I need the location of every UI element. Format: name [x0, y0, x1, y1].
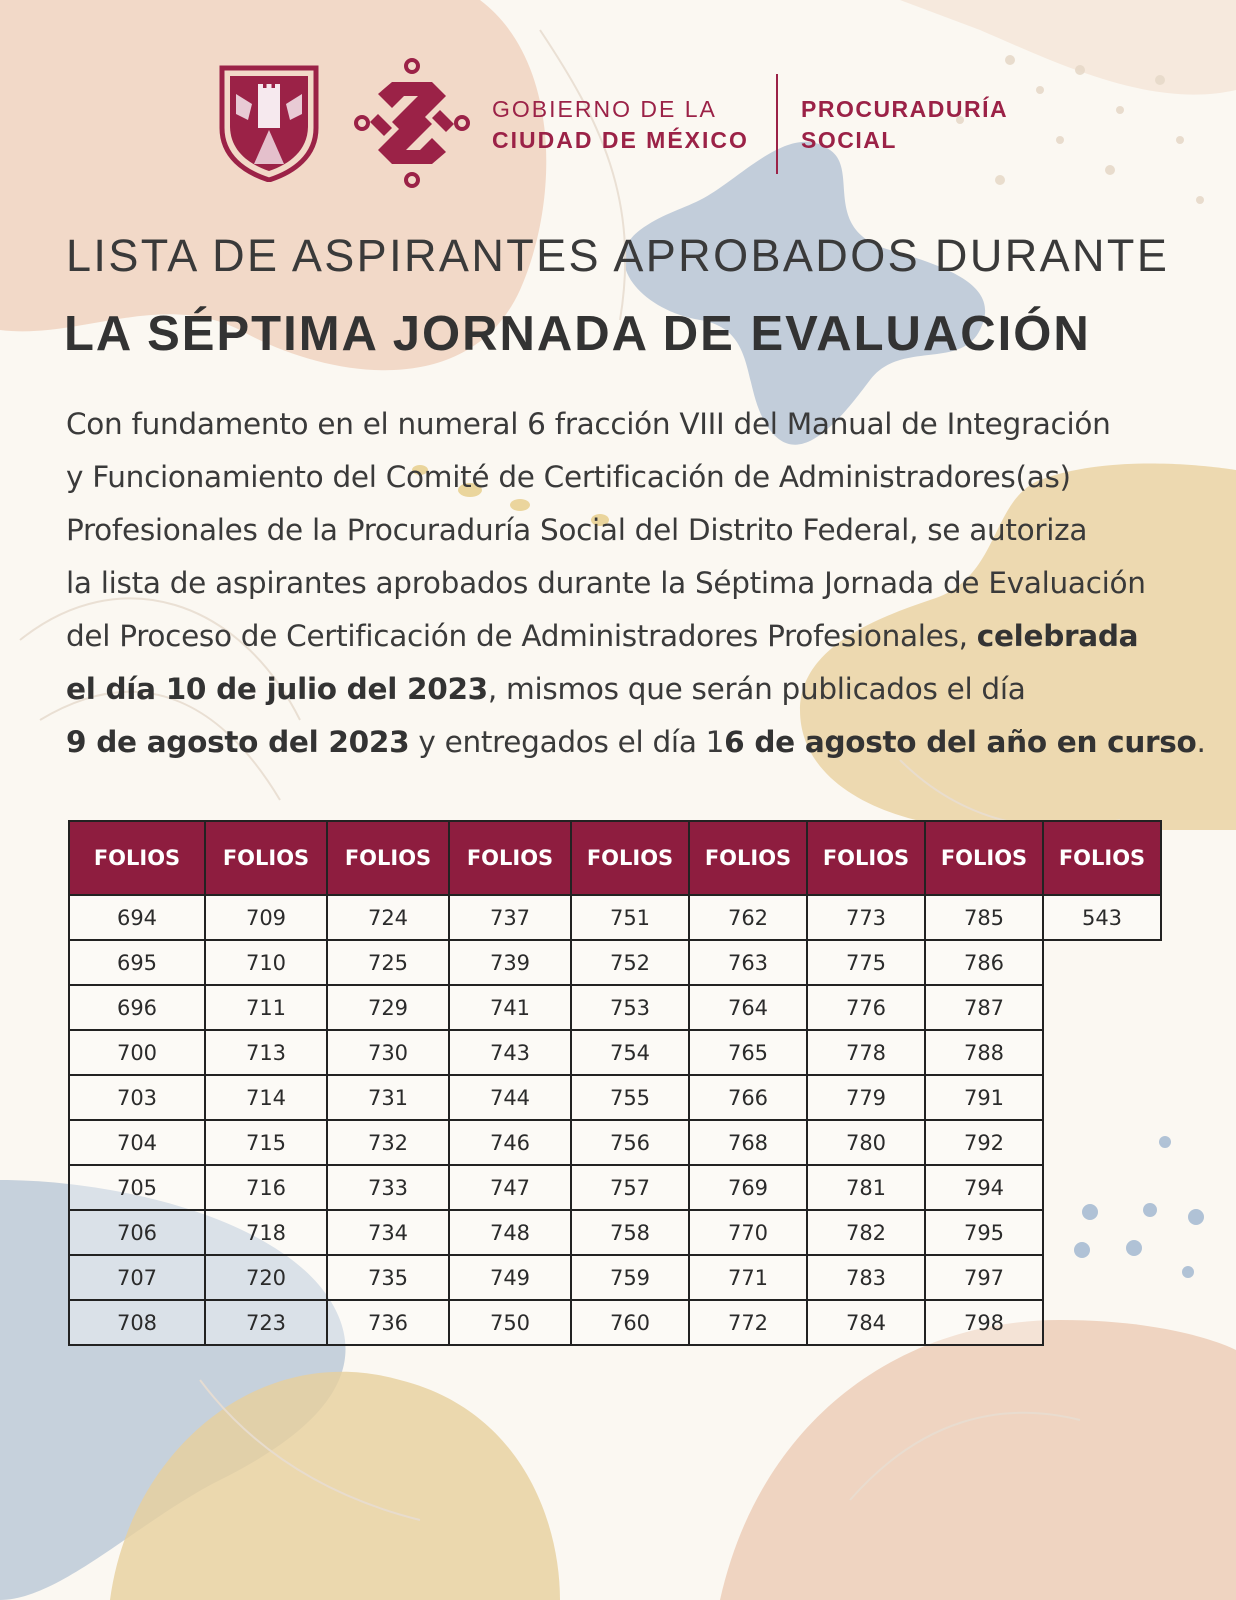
column-header: FOLIOS	[205, 821, 327, 895]
intro-line-6	[66, 663, 1196, 716]
intro-line-7-end: .	[1196, 725, 1206, 759]
folio-cell: 771	[689, 1255, 807, 1300]
table-row	[69, 895, 1161, 940]
folio-cell: 705	[69, 1165, 205, 1210]
intro-line-7-bold-a: 9 de agosto del 2023	[66, 725, 410, 759]
folio-cell: 764	[689, 985, 807, 1030]
folio-cell: 755	[571, 1075, 689, 1120]
folio-cell: 766	[689, 1075, 807, 1120]
folio-cell: 782	[807, 1210, 925, 1255]
folio-cell: 770	[689, 1210, 807, 1255]
folio-cell: 763	[689, 940, 807, 985]
folio-cell: 725	[327, 940, 449, 985]
folio-cell: 703	[69, 1075, 205, 1120]
intro-line-4: la lista de aspirantes aprobados durante la Séptima Jornada de Evaluación	[66, 566, 1146, 600]
folio-cell: 751	[571, 895, 689, 940]
folio-cell: 750	[449, 1300, 571, 1345]
intro-line-1: Con fundamento en el numeral 6 fracción VIII del Manual de Integración	[66, 407, 1111, 441]
folio-cell: 757	[571, 1165, 689, 1210]
folio-cell: 739	[449, 940, 571, 985]
folio-cell: 741	[449, 985, 571, 1030]
folio-cell: 753	[571, 985, 689, 1030]
folio-cell: 730	[327, 1030, 449, 1075]
folio-cell: 737	[449, 895, 571, 940]
folio-cell: 543	[1043, 895, 1161, 940]
empty-cell	[1043, 1030, 1161, 1075]
folio-cell: 780	[807, 1120, 925, 1165]
title-line2: LA SÉPTIMA JORNADA DE EVALUACIÓN	[64, 307, 1091, 361]
intro-paragraph	[66, 398, 1206, 769]
empty-cell	[1043, 1210, 1161, 1255]
folio-cell: 756	[571, 1120, 689, 1165]
column-header: FOLIOS	[689, 821, 807, 895]
table-row	[69, 1120, 1161, 1165]
folio-cell: 747	[449, 1165, 571, 1210]
intro-line-7	[66, 716, 1206, 769]
empty-cell	[1043, 1120, 1161, 1165]
folio-cell: 732	[327, 1120, 449, 1165]
folio-cell: 752	[571, 940, 689, 985]
table-row	[69, 1210, 1161, 1255]
folio-cell: 797	[925, 1255, 1043, 1300]
folio-cell: 695	[69, 940, 205, 985]
folio-cell: 716	[205, 1165, 327, 1210]
folio-cell: 749	[449, 1255, 571, 1300]
folio-cell: 709	[205, 895, 327, 940]
table-row	[69, 1165, 1161, 1210]
column-header: FOLIOS	[1043, 821, 1161, 895]
table-row	[69, 985, 1161, 1030]
folio-cell: 715	[205, 1120, 327, 1165]
government-name	[492, 94, 749, 156]
folios-table	[68, 820, 1162, 1346]
folio-cell: 718	[205, 1210, 327, 1255]
intro-line-5	[66, 610, 1196, 663]
folio-cell: 778	[807, 1030, 925, 1075]
folio-cell: 724	[327, 895, 449, 940]
intro-line-5-bold: celebrada	[976, 619, 1139, 653]
agency-name-line1: PROCURADURÍA	[801, 96, 1009, 122]
column-header: FOLIOS	[69, 821, 205, 895]
empty-cell	[1043, 985, 1161, 1030]
folio-cell: 744	[449, 1075, 571, 1120]
intro-line-3: Profesionales de la Procuraduría Social del Distrito Federal, se autoriza	[66, 513, 1088, 547]
title-line1: LISTA DE ASPIRANTES APROBADOS DURANTE	[66, 230, 1170, 281]
folio-cell: 723	[205, 1300, 327, 1345]
table-header-row	[69, 821, 1161, 895]
folio-cell: 710	[205, 940, 327, 985]
folio-cell: 786	[925, 940, 1043, 985]
folio-cell: 759	[571, 1255, 689, 1300]
folio-cell: 760	[571, 1300, 689, 1345]
folio-cell: 729	[327, 985, 449, 1030]
cdmx-knot-icon	[354, 56, 470, 190]
folio-cell: 748	[449, 1210, 571, 1255]
table-row	[69, 1075, 1161, 1120]
folio-cell: 779	[807, 1075, 925, 1120]
table-row	[69, 1030, 1161, 1075]
folio-cell: 769	[689, 1165, 807, 1210]
empty-cell	[1043, 940, 1161, 985]
table-body	[69, 895, 1161, 1345]
folio-cell: 743	[449, 1030, 571, 1075]
folio-cell: 788	[925, 1030, 1043, 1075]
column-header: FOLIOS	[571, 821, 689, 895]
intro-line-7-text: y entregados el día 1	[409, 725, 725, 759]
folio-cell: 758	[571, 1210, 689, 1255]
agency-name	[801, 94, 1008, 156]
folio-cell: 694	[69, 895, 205, 940]
peach-blob-bottom-right	[720, 1320, 1236, 1600]
folio-cell: 775	[807, 940, 925, 985]
folio-cell: 792	[925, 1120, 1043, 1165]
empty-cell	[1043, 1075, 1161, 1120]
gov-name-line1: GOBIERNO DE LA	[492, 96, 717, 122]
folio-cell: 784	[807, 1300, 925, 1345]
folio-cell: 765	[689, 1030, 807, 1075]
folio-cell: 783	[807, 1255, 925, 1300]
folio-cell: 700	[69, 1030, 205, 1075]
table-row	[69, 940, 1161, 985]
column-header: FOLIOS	[449, 821, 571, 895]
empty-cell	[1043, 1300, 1161, 1345]
folio-cell: 696	[69, 985, 205, 1030]
folio-cell: 720	[205, 1255, 327, 1300]
gov-name-line2: CIUDAD DE MÉXICO	[492, 127, 749, 153]
table-row	[69, 1255, 1161, 1300]
folio-cell: 704	[69, 1120, 205, 1165]
intro-line-2: y Funcionamiento del Comité de Certificación de Administradores(as)	[66, 460, 1071, 494]
empty-cell	[1043, 1165, 1161, 1210]
folio-cell: 768	[689, 1120, 807, 1165]
folio-cell: 731	[327, 1075, 449, 1120]
folio-cell: 706	[69, 1210, 205, 1255]
column-header: FOLIOS	[327, 821, 449, 895]
intro-line-6-bold: el día 10 de julio del 2023	[66, 672, 488, 706]
folio-cell: 781	[807, 1165, 925, 1210]
folio-cell: 713	[205, 1030, 327, 1075]
intro-line-5-text: del Proceso de Certificación de Administradores Profesionales,	[66, 619, 977, 653]
folio-cell: 795	[925, 1210, 1043, 1255]
folio-cell: 798	[925, 1300, 1043, 1345]
column-header: FOLIOS	[807, 821, 925, 895]
table-row	[69, 1300, 1161, 1345]
intro-line-7-bold-b: 6 de agosto del año en curso	[724, 725, 1197, 759]
folio-cell: 707	[69, 1255, 205, 1300]
folio-cell: 746	[449, 1120, 571, 1165]
folio-cell: 787	[925, 985, 1043, 1030]
folio-cell: 754	[571, 1030, 689, 1075]
folio-cell: 736	[327, 1300, 449, 1345]
folio-cell: 714	[205, 1075, 327, 1120]
column-header: FOLIOS	[925, 821, 1043, 895]
intro-line-6-text: , mismos que serán publicados el día	[487, 672, 1026, 706]
folio-cell: 791	[925, 1075, 1043, 1120]
folio-cell: 773	[807, 895, 925, 940]
peach-blob-top-right	[900, 0, 1236, 95]
folio-cell: 735	[327, 1255, 449, 1300]
agency-name-line2: SOCIAL	[801, 127, 897, 153]
folio-cell: 776	[807, 985, 925, 1030]
folio-cell: 762	[689, 895, 807, 940]
header-divider	[776, 74, 778, 174]
folio-cell: 711	[205, 985, 327, 1030]
empty-cell	[1043, 1255, 1161, 1300]
folio-cell: 794	[925, 1165, 1043, 1210]
folio-cell: 734	[327, 1210, 449, 1255]
folio-cell: 708	[69, 1300, 205, 1345]
folio-cell: 772	[689, 1300, 807, 1345]
folio-cell: 733	[327, 1165, 449, 1210]
folio-cell: 785	[925, 895, 1043, 940]
city-shield-icon	[218, 64, 320, 182]
